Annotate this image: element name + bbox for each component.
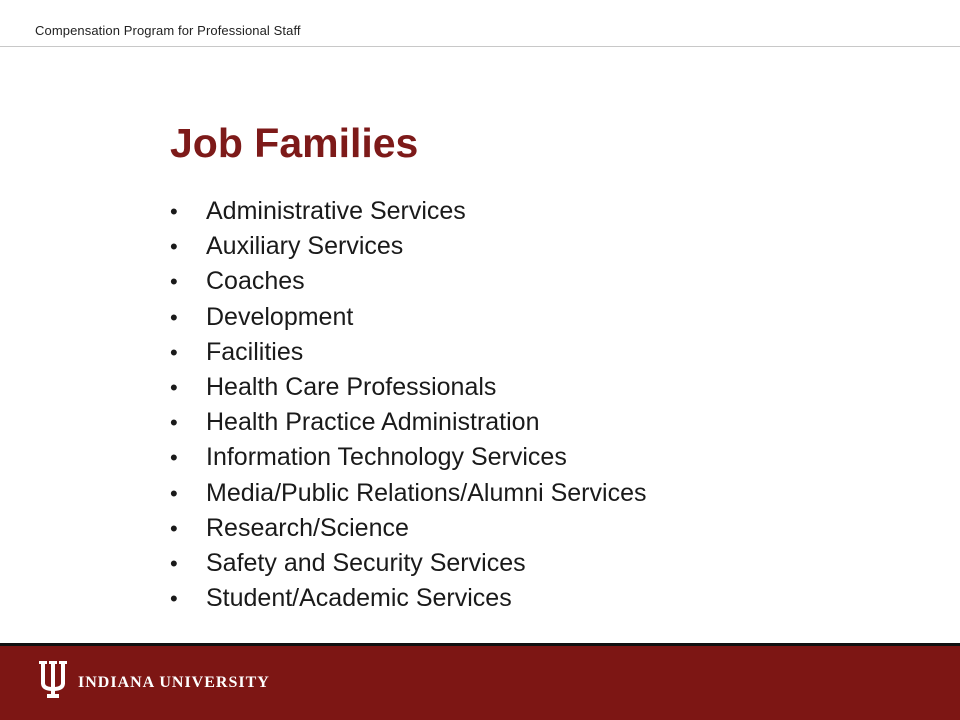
bullet-icon: • bbox=[170, 550, 178, 576]
list-item-label: Facilities bbox=[206, 337, 304, 366]
list-item-label: Administrative Services bbox=[206, 197, 466, 225]
header-text: Compensation Program for Professional Staff bbox=[35, 23, 301, 38]
list-item-label: Development bbox=[206, 302, 354, 331]
list-item-label: Health Care Professionals bbox=[206, 372, 497, 401]
bullet-icon: • bbox=[170, 515, 178, 541]
bullet-icon: • bbox=[170, 199, 178, 224]
bullet-icon: • bbox=[170, 410, 178, 436]
bullet-icon: • bbox=[170, 304, 178, 330]
list-item-label: Student/Academic Services bbox=[206, 584, 512, 613]
header-divider bbox=[0, 46, 960, 47]
bullet-icon: • bbox=[170, 234, 178, 260]
list-item-label: Coaches bbox=[206, 267, 305, 296]
footer-wordmark: INDIANA UNIVERSITY bbox=[78, 674, 270, 691]
bullet-icon: • bbox=[170, 445, 178, 471]
bullet-icon: • bbox=[170, 374, 178, 400]
bullet-icon: • bbox=[170, 269, 178, 295]
footer-bar bbox=[0, 646, 960, 720]
list-item-label: Auxiliary Services bbox=[206, 232, 404, 261]
list-item-label: Research/Science bbox=[206, 513, 409, 542]
bullet-icon: • bbox=[170, 339, 178, 365]
list-item-label: Health Practice Administration bbox=[206, 408, 540, 437]
list-item-label: Media/Public Relations/Alumni Services bbox=[206, 478, 647, 507]
bullet-icon: • bbox=[170, 480, 178, 506]
list-item-label: Safety and Security Services bbox=[206, 548, 526, 577]
bullet-icon: • bbox=[170, 586, 178, 612]
slide-title: Job Families bbox=[170, 120, 419, 166]
list-item-label: Information Technology Services bbox=[206, 443, 567, 472]
iu-trident-icon bbox=[39, 661, 67, 701]
